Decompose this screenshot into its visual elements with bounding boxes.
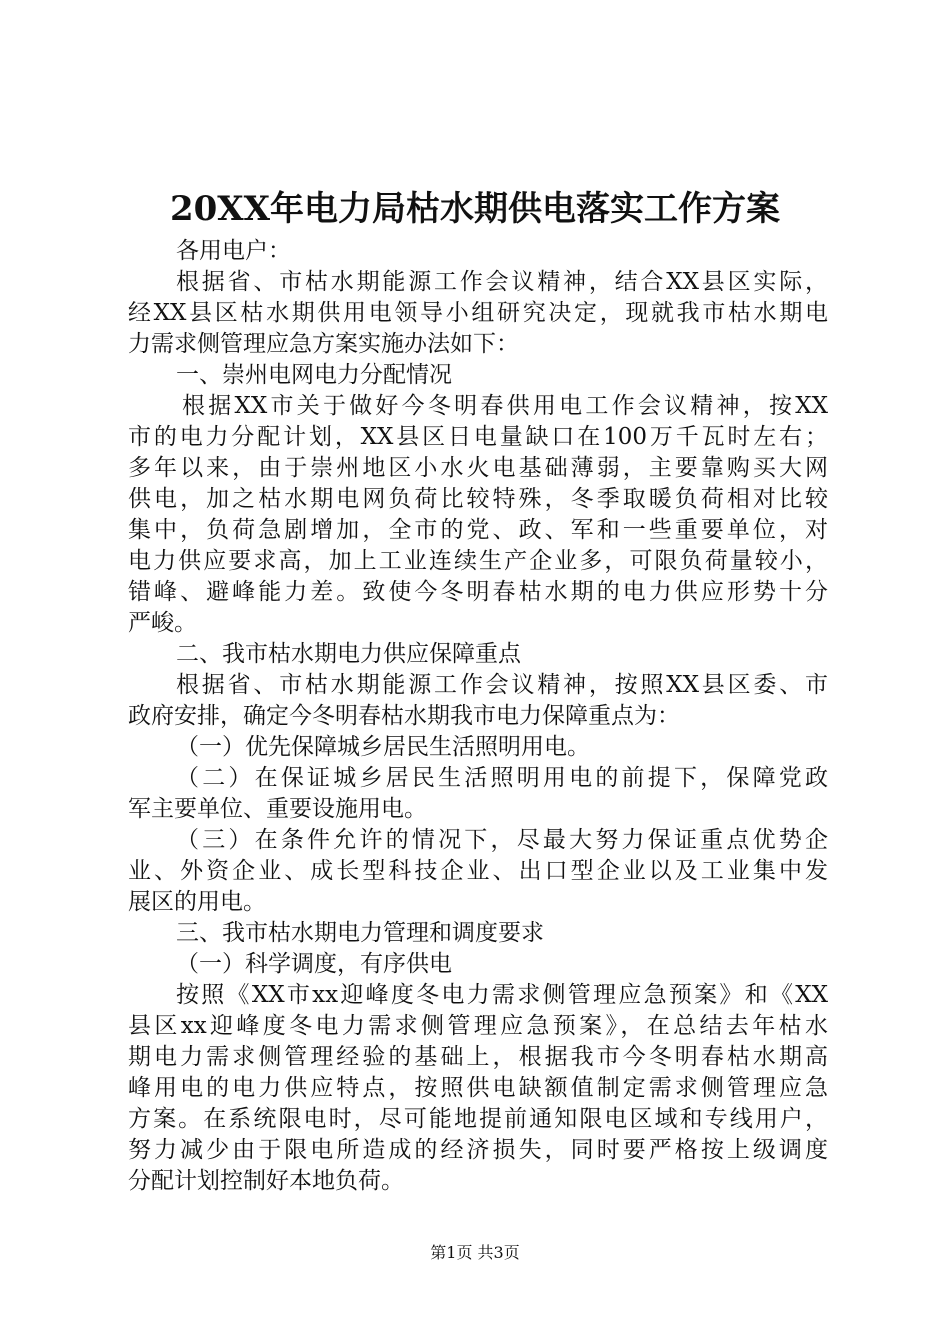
page-footer: 第1页 共3页 — [430, 1243, 520, 1262]
text-line: 根据省、市枯水期能源工作会议精神，按照XX县区委、市 — [176, 672, 828, 698]
document-body — [128, 236, 828, 1197]
text-line: 业、外资企业、成长型科技企业、出口型企业以及工业集中发 — [128, 858, 828, 884]
text-line: 一、崇州电网电力分配情况 — [176, 362, 452, 388]
text-line: （一）科学调度，有序供电 — [176, 951, 452, 977]
text-line: 按照《XX市xx迎峰度冬电力需求侧管理应急预案》和《XX — [176, 982, 828, 1008]
text-line: 严峻。 — [128, 610, 197, 636]
text-line: 错峰、避峰能力差。致使今冬明春枯水期的电力供应形势十分 — [128, 579, 828, 605]
text-line: 政府安排，确定今冬明春枯水期我市电力保障重点为： — [128, 703, 680, 729]
text-line: （二）在保证城乡居民生活照明用电的前提下，保障党政 — [176, 765, 828, 791]
document-title: 20XX年电力局枯水期供电落实工作方案 — [169, 189, 781, 229]
text-line: 集中，负荷急剧增加，全市的党、政、军和一些重要单位，对 — [128, 517, 828, 543]
text-line: 市的电力分配计划，XX县区日电量缺口在100万千瓦时左右； — [128, 424, 828, 450]
text-line: 展区的用电。 — [128, 889, 266, 915]
text-line: （三）在条件允许的情况下，尽最大努力保证重点优势企 — [176, 827, 828, 853]
text-line: （一）优先保障城乡居民生活照明用电。 — [176, 734, 590, 760]
text-line: 三、我市枯水期电力管理和调度要求 — [176, 920, 544, 946]
text-line: 供电，加之枯水期电网负荷比较特殊，冬季取暖负荷相对比较 — [128, 486, 828, 512]
text-line: 电力供应要求高，加上工业连续生产企业多，可限负荷量较小， — [128, 548, 828, 574]
text-line: 方案。在系统限电时，尽可能地提前通知限电区域和专线用户， — [128, 1106, 828, 1132]
text-line: 经XX县区枯水期供用电领导小组研究决定，现就我市枯水期电 — [128, 300, 828, 326]
text-line: 根据XX市关于做好今冬明春供用电工作会议精神，按XX — [182, 393, 828, 419]
text-line: 分配计划控制好本地负荷。 — [128, 1168, 404, 1194]
text-line: 峰用电的电力供应特点，按照供电缺额值制定需求侧管理应急 — [128, 1075, 828, 1101]
text-line: 各用电户： — [176, 238, 291, 264]
text-line: 根据省、市枯水期能源工作会议精神，结合XX县区实际， — [176, 269, 828, 295]
text-line: 力需求侧管理应急方案实施办法如下： — [128, 331, 519, 357]
text-line: 努力减少由于限电所造成的经济损失，同时要严格按上级调度 — [128, 1137, 828, 1163]
text-line: 军主要单位、重要设施用电。 — [128, 796, 427, 822]
text-line: 县区xx迎峰度冬电力需求侧管理应急预案》，在总结去年枯水 — [128, 1013, 828, 1039]
text-line: 期电力需求侧管理经验的基础上，根据我市今冬明春枯水期高 — [128, 1044, 828, 1070]
text-line: 多年以来，由于崇州地区小水火电基础薄弱，主要靠购买大网 — [128, 455, 828, 481]
text-line: 二、我市枯水期电力供应保障重点 — [176, 641, 521, 667]
